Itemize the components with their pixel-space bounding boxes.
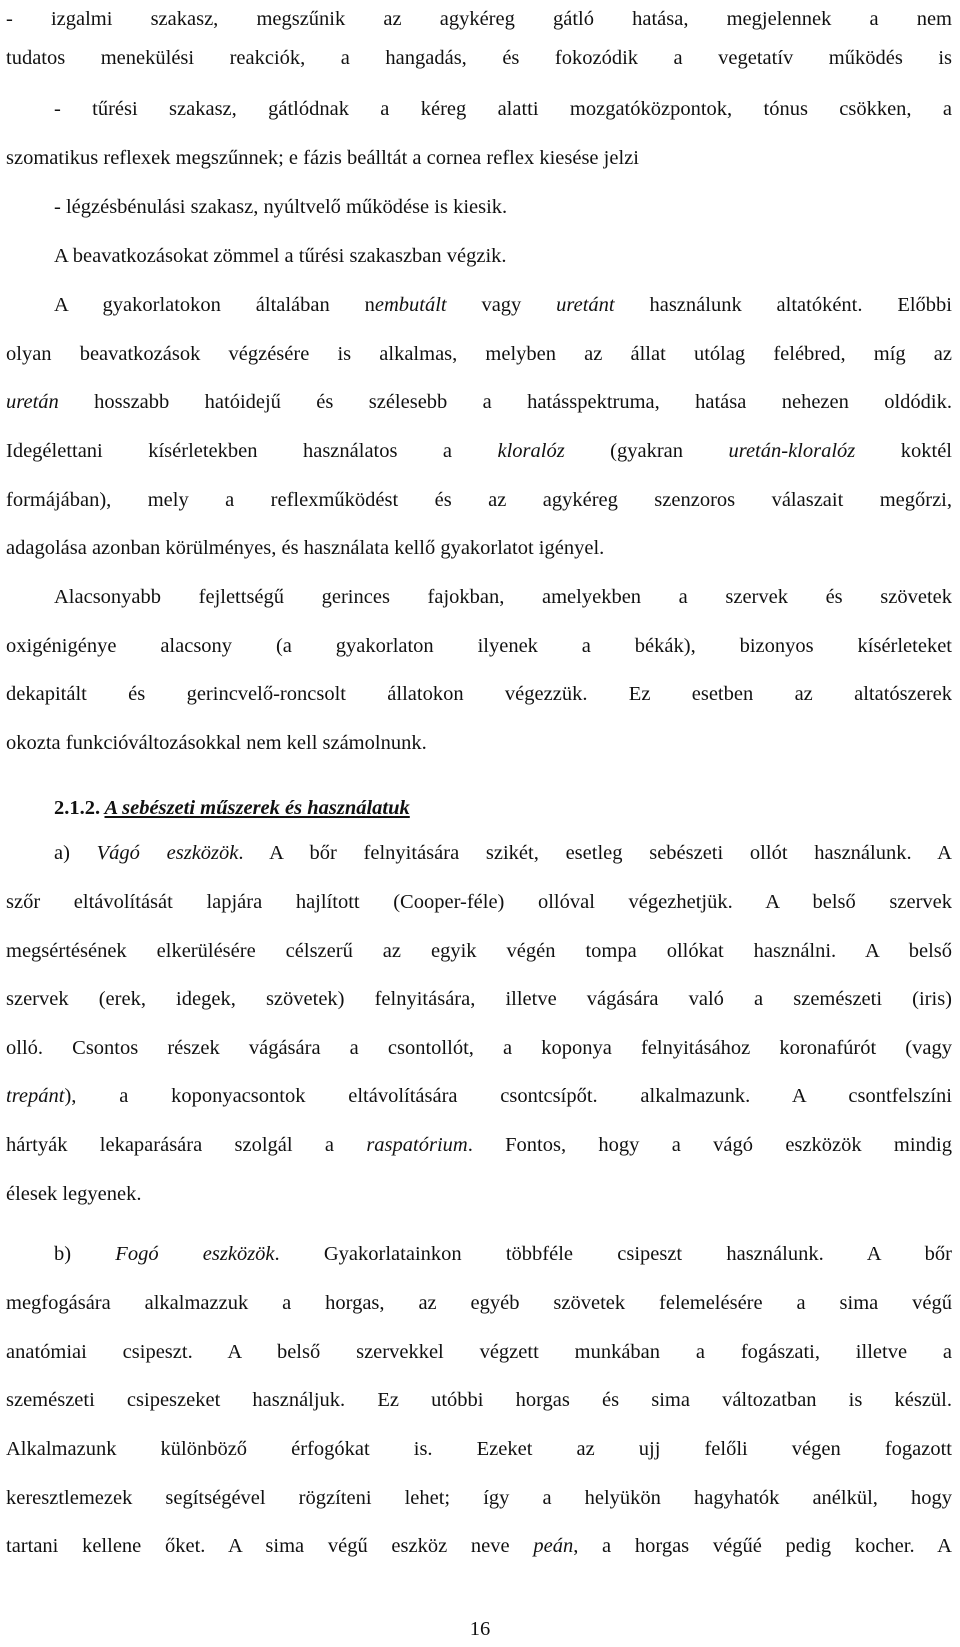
text-run: megsértésének elkerülésére célszerű az egyik végén tompa ollókat használni. A belső — [6, 940, 952, 962]
line — [6, 1083, 952, 1109]
line — [54, 584, 952, 610]
line — [54, 96, 952, 122]
line — [54, 194, 952, 220]
page-number: 16 — [469, 1618, 491, 1640]
line — [6, 145, 952, 171]
line — [6, 341, 952, 367]
text-run: szervek (erek, idegek, szövetek) felnyitására, illetve vágására való a szemészeti (iris) — [6, 988, 952, 1010]
text-run: anatómiai csipeszt. A belső szervekkel végzett munkában a fogászati, illetve a — [6, 1341, 952, 1363]
text-run: olló. Csontos részek vágására a csontollót, a koponya felnyitásához koronafúrót (vagy — [6, 1037, 952, 1059]
text-run: Alkalmazunk különböző érfogókat is. Ezeket az ujj felőli végen fogazott — [6, 1438, 952, 1460]
line — [6, 487, 952, 513]
line — [6, 1387, 952, 1413]
text-run: ), a koponyacsontok eltávolítására csontcsípőt. alkalmazunk. A csontfelszíni — [64, 1085, 952, 1107]
line — [6, 1339, 952, 1365]
text-run: . A bőr felnyitására szikét, esetleg sebészeti ollót használunk. A — [238, 842, 952, 864]
italic-term: uretánt — [556, 294, 615, 316]
text-run: tudatos menekülési reakciók, a hangadás, és fokozódik a vegetatív működés is — [6, 47, 952, 69]
italic-term: uretán — [6, 391, 59, 413]
text-run: a) — [54, 842, 97, 864]
text-run: hártyák lekaparására szolgál a — [6, 1134, 367, 1156]
section-title: A sebészeti műszerek és használatuk — [104, 797, 410, 819]
line — [6, 438, 952, 464]
text-run: A beavatkozásokat zömmel a tűrési szakaszban végzik. — [54, 245, 507, 267]
italic-term: Vágó eszközök — [96, 842, 239, 864]
text-run: olyan beavatkozások végzésére is alkalmas, melyben az állat utólag felébred, míg az — [6, 343, 952, 365]
text-run: használunk altatóként. Előbbi — [614, 294, 952, 316]
italic-term: uretán-kloralóz — [728, 440, 856, 462]
line — [6, 633, 952, 659]
line — [6, 889, 952, 915]
line — [6, 6, 952, 32]
text-run: keresztlemezek segítségével rögzíteni lehet; így a helyükön hagyhatók anélkül, hogy — [6, 1487, 952, 1509]
italic-term: Fogó eszközök — [115, 1243, 275, 1265]
text-run: A gyakorlatokon általában n — [54, 294, 375, 316]
line — [6, 1181, 952, 1207]
italic-term: kloralóz — [497, 440, 565, 462]
text-run: - izgalmi szakasz, megszűnik az agykéreg gátló hatása, megjelennek a nem — [6, 8, 952, 30]
text-run: b) — [54, 1243, 116, 1265]
text-run: megfogására alkalmazzuk a horgas, az egyéb szövetek felemelésére a sima végű — [6, 1292, 952, 1314]
text-run: vagy — [446, 294, 557, 316]
text-run: Alacsonyabb fejlettségű gerinces fajokban, amelyekben a szervek és szövetek — [54, 586, 952, 608]
italic-term: peán — [533, 1535, 574, 1557]
line — [6, 45, 952, 71]
section-heading — [54, 795, 960, 821]
line — [54, 292, 952, 318]
text-run: koktél — [855, 440, 952, 462]
line — [54, 840, 952, 866]
text-run: okozta funkcióváltozásokkal nem kell számolnunk. — [6, 732, 427, 754]
line — [6, 535, 952, 561]
text-run: szemészeti csipeszeket használjuk. Ez utóbbi horgas és sima változatban is készül. — [6, 1389, 952, 1411]
text-run: dekapitált és gerincvelő-roncsolt állatokon végezzük. Ez esetben az altatószerek — [6, 683, 952, 705]
text-run: oxigénigénye alacsony (a gyakorlaton ilyenek a békák), bizonyos kísérleteket — [6, 635, 952, 657]
line — [54, 1241, 952, 1267]
line — [6, 986, 952, 1012]
text-run: élesek legyenek. — [6, 1183, 142, 1205]
line — [6, 1533, 952, 1559]
text-run: formájában), mely a reflexműködést és az agykéreg szenzoros válaszait megőrzi, — [6, 489, 952, 511]
text-run: - légzésbénulási szakasz, nyúltvelő működése is kiesik. — [54, 196, 508, 218]
line — [6, 389, 952, 415]
text-run: , a horgas végűé pedig kocher. A — [573, 1535, 952, 1557]
text-run: tartani kellene őket. A sima végű eszköz neve — [6, 1535, 534, 1557]
text-run: hosszabb hatóidejű és szélesebb a hatásspektruma, hatása nehezen oldódik. — [58, 391, 952, 413]
text-run: Idegélettani kísérletekben használatos a — [6, 440, 498, 462]
text-run: adagolása azonban körülményes, és használata kellő gyakorlatot igényel. — [6, 537, 605, 559]
text-run: szőr eltávolítását lapjára hajlított (Cooper-féle) ollóval végezhetjük. A belső szervek — [6, 891, 952, 913]
line — [6, 1436, 952, 1462]
line — [6, 1290, 952, 1316]
text-run: . Fontos, hogy a vágó eszközök mindig — [467, 1134, 952, 1156]
line — [6, 1132, 952, 1158]
section-number: 2.1.2. — [54, 797, 101, 819]
italic-term: trepánt — [6, 1085, 65, 1107]
text-run: - tűrési szakasz, gátlódnak a kéreg alatti mozgatóközpontok, tónus csökken, a — [54, 98, 952, 120]
line — [6, 681, 952, 707]
italic-term: raspatórium — [366, 1134, 468, 1156]
text-run: szomatikus reflexek megszűnnek; e fázis beálltát a cornea reflex kiesése jelzi — [6, 147, 639, 169]
italic-term: embutált — [374, 294, 447, 316]
text-run: . Gyakorlatainkon többféle csipeszt használunk. A bőr — [274, 1243, 952, 1265]
text-run: (gyakran — [564, 440, 729, 462]
line — [6, 938, 952, 964]
line — [54, 243, 952, 269]
line — [6, 730, 952, 756]
line — [6, 1485, 952, 1511]
line — [6, 1035, 952, 1061]
